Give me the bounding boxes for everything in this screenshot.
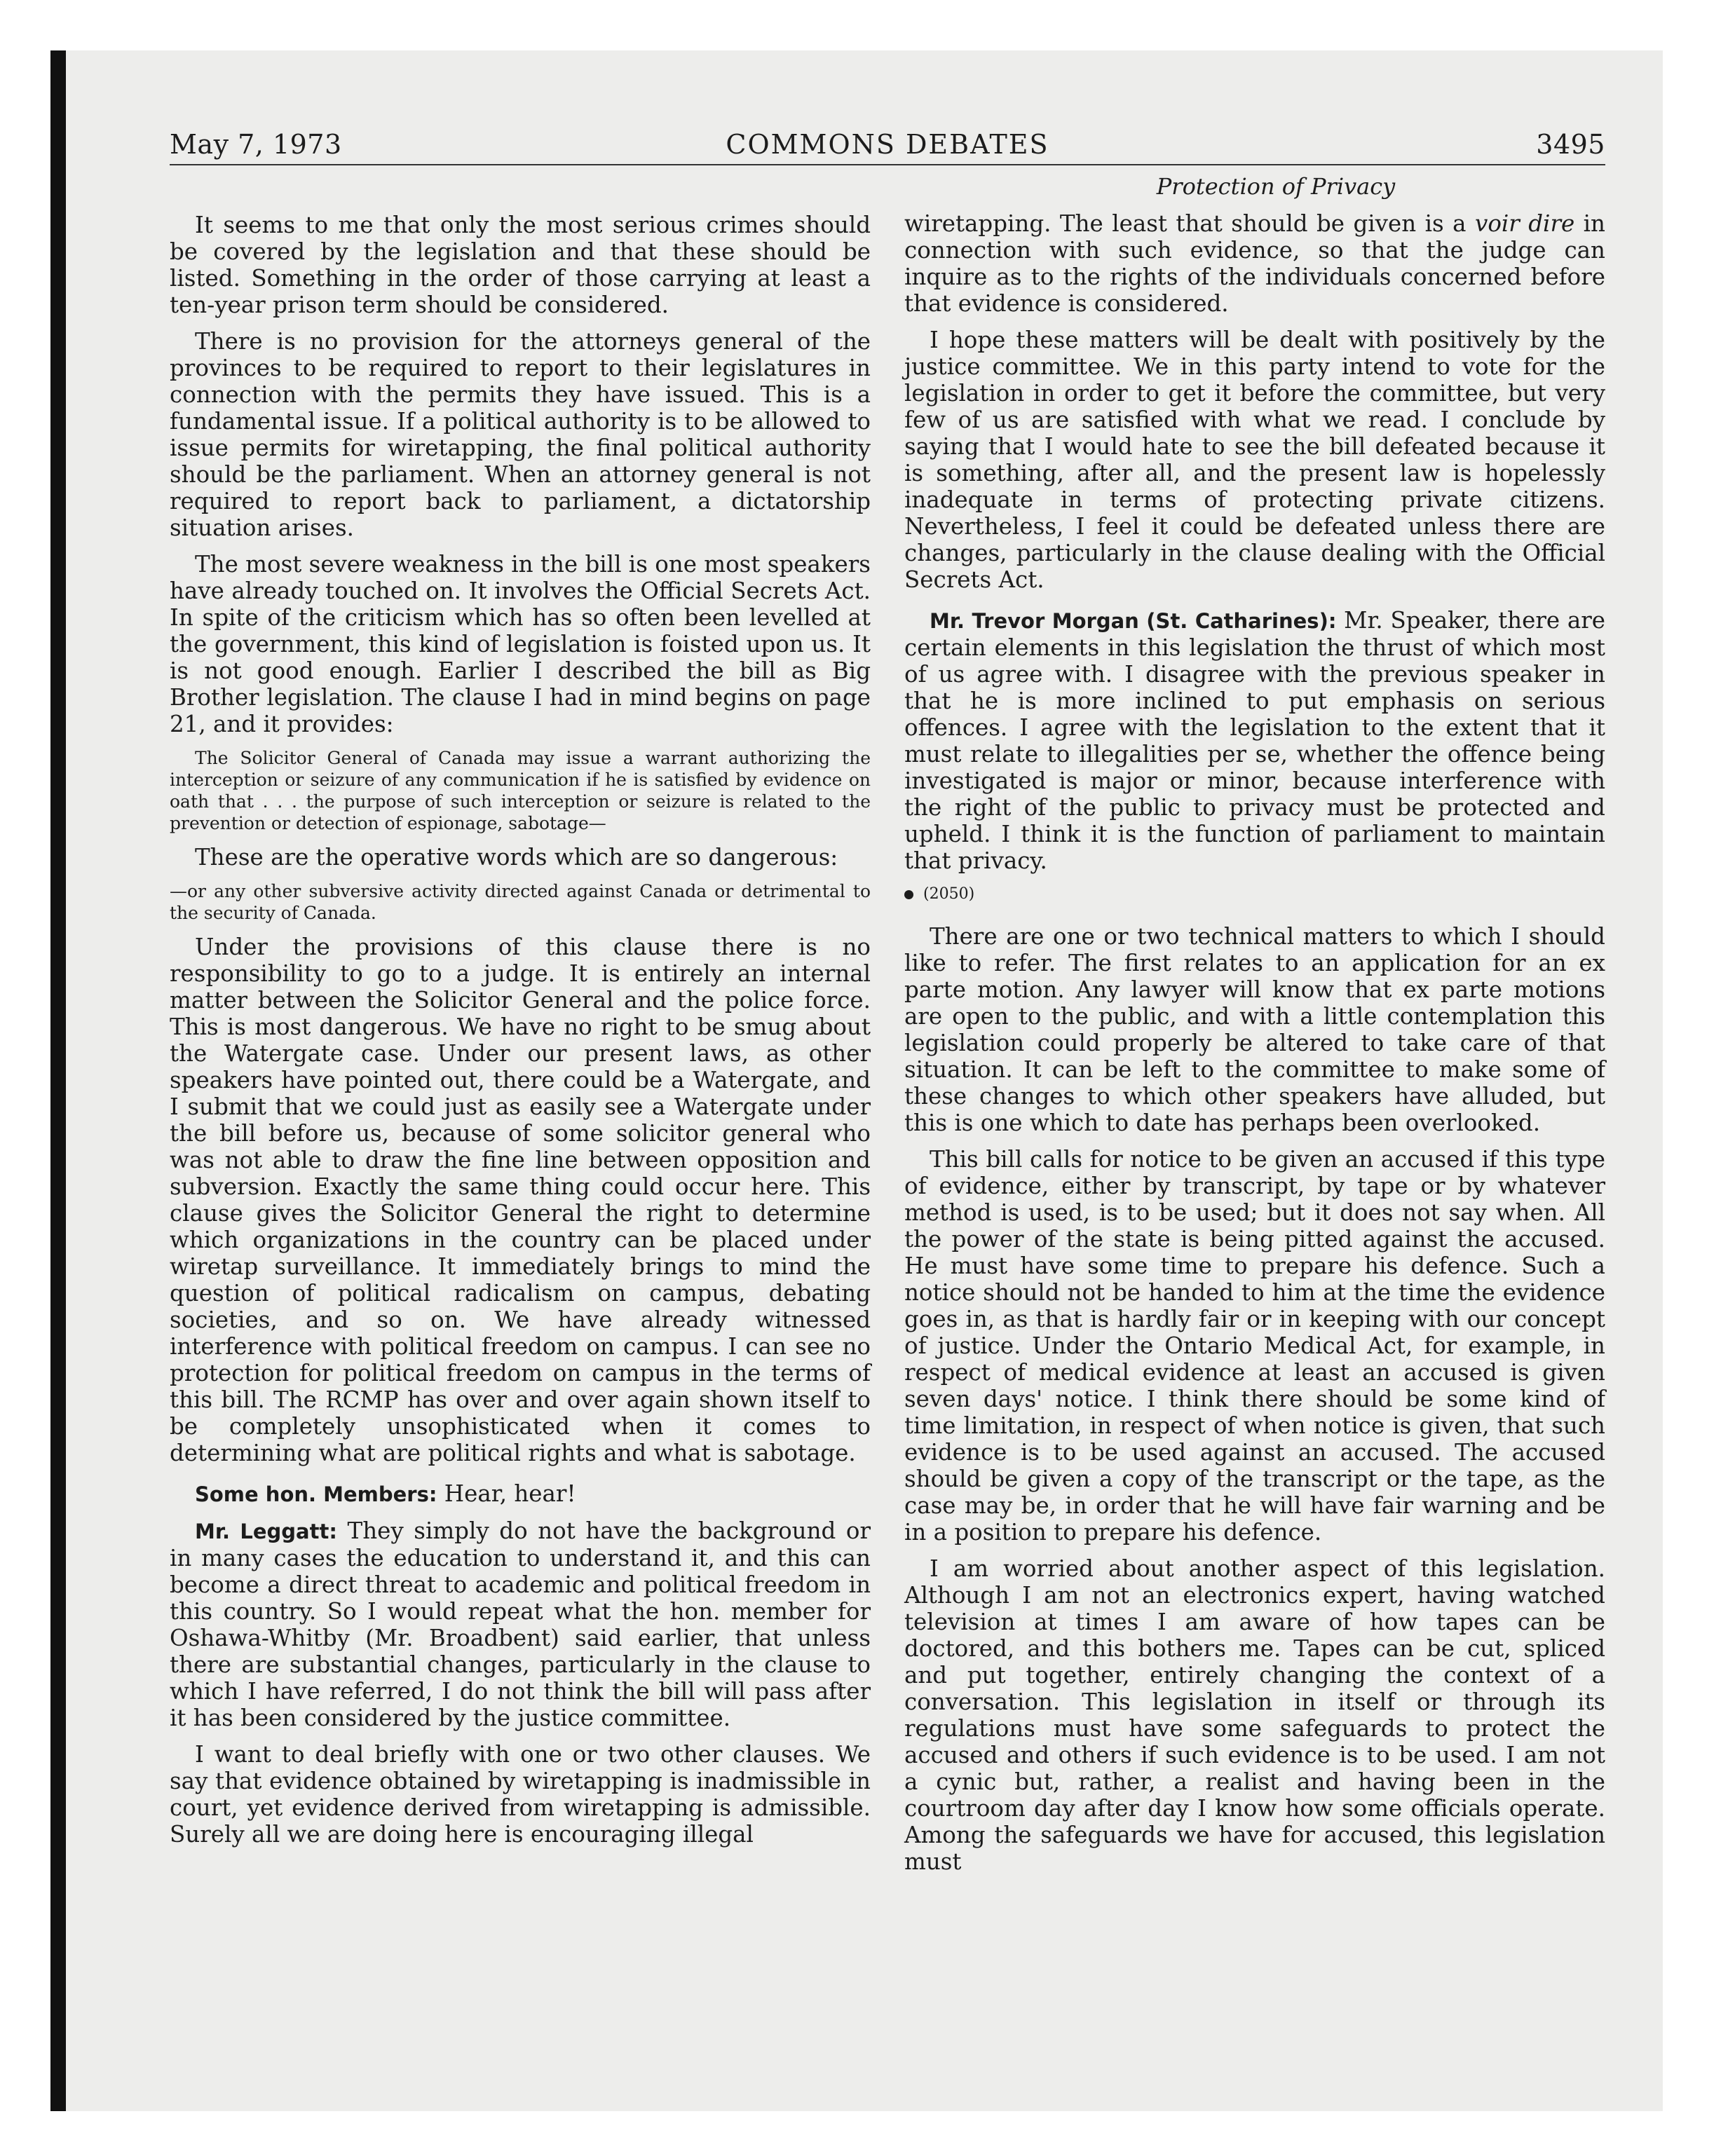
time-marker-text: (2050)	[923, 885, 975, 903]
paragraph: I want to deal briefly with one or two other clauses. We say that evidence obtained by wiretapping is inadmissible in court, yet evidence derived from wiretapping is admissible. Surely all we are doing here is encouraging illegal	[170, 1741, 871, 1848]
speech-text: They simply do not have the background or in many cases the education to understand it, and this can become a direct threat to academic and political freedom in this country. So I would repeat what the hon. member for Oshawa-Whitby (Mr. Broadbent) said earlier, that unless there are substantial changes, particularly in the clause to which I have referred, I do not think the bill will pass after it has been considered by the justice committee.	[170, 1517, 871, 1731]
block-quote: The Solicitor General of Canada may issue a warrant authorizing the interception or seizure of any communication if he is satisfied by evidence on oath that . . . the purpose of such interception or seizure is related to the prevention or detection of espionage, sabotage—	[170, 748, 871, 833]
document-page	[170, 126, 1605, 1875]
running-header	[170, 126, 1605, 165]
time-marker	[904, 884, 1605, 905]
paragraph: It seems to me that only the most serious crimes should be covered by the legislation and that these should be listed. Something in the order of those carrying at least a ten-year prison term should be considered.	[170, 212, 871, 318]
paragraph: There is no provision for the attorneys general of the provinces to be required to report to their legislatures in connection with the permits they have issued. This is a fundamental issue. If a political authority is to be allowed to issue permits for wiretapping, the final political authority should be the parliament. When an attorney general is not required to report back to parliament, a dictatorship situation arises.	[170, 328, 871, 541]
scan-edge-bar	[50, 50, 66, 2111]
left-column	[170, 165, 871, 1857]
paragraph: These are the operative words which are so dangerous:	[195, 844, 838, 871]
right-column	[904, 165, 1605, 1885]
block-quote: —or any other subversive activity directed against Canada or detrimental to the security of Canada.	[170, 881, 871, 923]
paragraph: The most severe weakness in the bill is one most speakers have already touched on. It involves the Official Secrets Act. In spite of the criticism which has so often been levelled at the government, this kind of legislation is foisted upon us. It is not good enough. Earlier I described the bill as Big Brother legislation. The clause I had in mind begins on page 21, and it provides:	[170, 551, 871, 737]
text-run: in connection with such evidence, so that the judge can inquire as to the rights of the individuals concerned before that evidence is considered.	[904, 210, 1605, 317]
section-heading: Protection of Privacy	[1156, 173, 1396, 200]
text-run: wiretapping. The least that should be given is a	[904, 210, 1467, 237]
paragraph	[904, 210, 1605, 317]
header-page-number: 3495	[1536, 129, 1605, 160]
paragraph: I hope these matters will be dealt with positively by the justice committee. We in this party intend to vote for the legislation in order to get it before the committee, but very few of us are satisfied with what we read. I conclude by saying that I would hate to see the bill defeated because it is something, after all, and the present law is hopelessly inadequate in terms of protecting private citizens. Nevertheless, I feel it could be defeated unless there are changes, particularly in the clause dealing with the Official Secrets Act.	[904, 327, 1605, 593]
header-journal-title: COMMONS DEBATES	[726, 129, 1049, 160]
speech-paragraph	[904, 607, 1605, 874]
bullet-icon	[904, 890, 913, 899]
header-date: May 7, 1973	[170, 129, 342, 160]
speech-paragraph	[170, 1517, 871, 1731]
speech-text: Mr. Speaker, there are certain elements in this legislation the thrust of which most of us agree with. I disagree with the previous speaker in that he is more inclined to put emphasis on serious offences. I agree with the legislation to the extent that it must relate to illegalities per se, whether the offence being investigated is major or minor, because interference with the right of the public to privacy must be protected and upheld. I think it is the function of parliament to maintain that privacy.	[904, 607, 1605, 874]
interjection-text: Hear, hear!	[444, 1480, 576, 1507]
paragraph: There are one or two technical matters to which I should like to refer. The first relates to an application for an ex parte motion. Any lawyer will know that ex parte motions are open to the public, and with a little contemplation this legislation could properly be altered to take care of that situation. It can be left to the committee to make some of these changes to which other speakers have alluded, but this is one which to date has perhaps been overlooked.	[904, 923, 1605, 1136]
paragraph: I am worried about another aspect of this legislation. Although I am not an electronics expert, having watched television at times I am aware of how tapes can be doctored, and this bothers me. Tapes can be cut, spliced and put together, entirely changing the context of a conversation. This legislation in itself or through its regulations must have some safeguards to protect the accused and others if such evidence is to be used. I am not a cynic but, rather, a realist and having been in the courtroom day after day I know how some officials operate. Among the safeguards we have for accused, this legislation must	[904, 1555, 1605, 1875]
speaker-name: Mr. Leggatt:	[195, 1520, 337, 1543]
interjection	[170, 1480, 871, 1508]
italic-term: voir dire	[1474, 210, 1575, 237]
paragraph: This bill calls for notice to be given an accused if this type of evidence, either by transcript, by tape or by whatever method is used, is to be used; but it does not say when. All the power of the state is being pitted against the accused. He must have some time to prepare his defence. Such a notice should not be handed to him at the time the evidence goes in, as that is hardly fair or in keeping with our concept of justice. Under the Ontario Medical Act, for example, in respect of medical evidence at least an accused is given seven days' notice. I think there should be some kind of time limitation, in respect of when notice is given, that such evidence is to be used against an accused. The accused should be given a copy of the transcript or the tape, as the case may be, in order that he will have fair warning and be in a position to prepare his defence.	[904, 1146, 1605, 1546]
paragraph: Under the provisions of this clause there is no responsibility to go to a judge. It is entirely an internal matter between the Solicitor General and the police force. This is most dangerous. We have no right to be smug about the Watergate case. Under our present laws, as other speakers have pointed out, there could be a Watergate, and I submit that we could just as easily see a Watergate under the bill before us, because of some solicitor general who was not able to draw the fine line between opposition and subversion. Exactly the same thing could occur here. This clause gives the Solicitor General the right to determine which organizations in the country can be placed under wiretap surveillance. It immediately brings to mind the question of political radicalism on campus, debating societies, and so on. We have already witnessed interference with political freedom on campus. I can see no protection for political freedom on campus in the terms of this bill. The RCMP has over and over again shown itself to be completely unsophisticated when it comes to determining what are political rights and what is sabotage.	[170, 934, 871, 1466]
speaker-name: Some hon. Members:	[195, 1482, 437, 1506]
speaker-name: Mr. Trevor Morgan (St. Catharines):	[930, 609, 1337, 633]
